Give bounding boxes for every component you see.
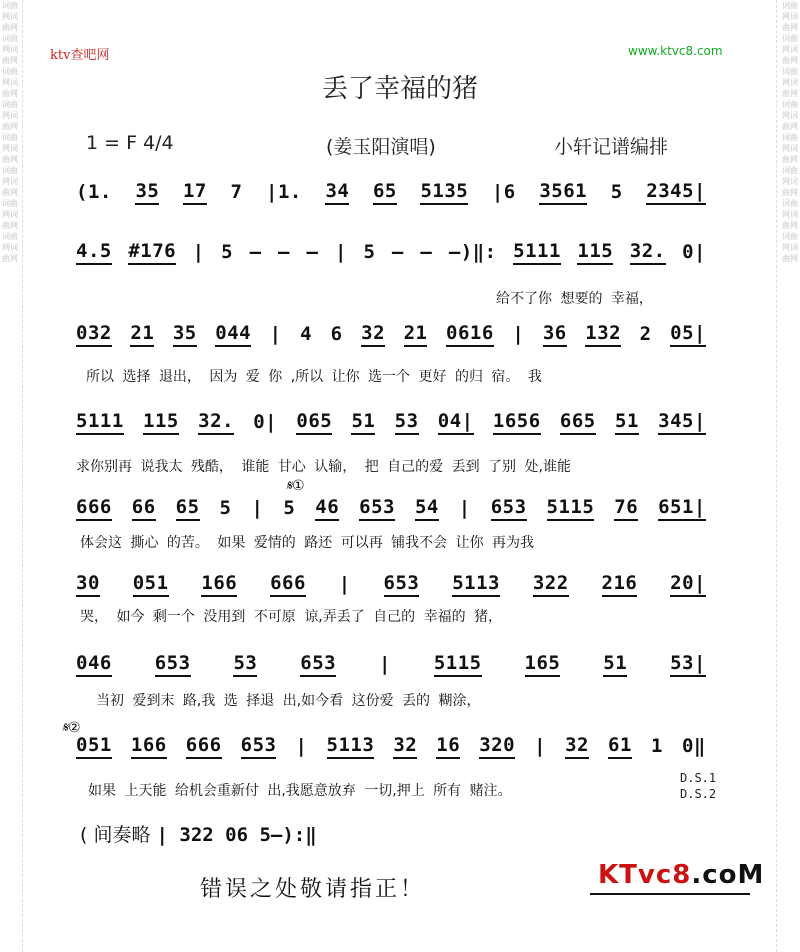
note-group: — xyxy=(420,241,433,263)
note-group: 1656 xyxy=(493,410,541,435)
barline: | xyxy=(251,497,264,519)
score-line-5 xyxy=(76,496,706,521)
barline: | xyxy=(334,241,347,263)
barline: | xyxy=(269,323,282,345)
note-group: 32. xyxy=(630,240,666,265)
note-group: 115 xyxy=(577,240,613,265)
note-group: 665 xyxy=(560,410,596,435)
score-line-2 xyxy=(76,240,706,265)
note-group: 166 xyxy=(201,572,237,597)
segno-1-marker: 𝄋① xyxy=(286,478,305,494)
note-group: 7 xyxy=(230,181,243,203)
lyric-line-2: 给不了你 想要的 幸福， xyxy=(496,291,653,307)
note-group: 044 xyxy=(215,322,251,347)
interlude-line xyxy=(80,820,317,847)
note-group: 21 xyxy=(130,322,154,347)
lyric-line-6: 哭， 如今 剩一个 没用到 不可原 谅,弄丢了 自己的 幸福的 猪， xyxy=(80,609,503,625)
note-group: 0616 xyxy=(446,322,494,347)
site-name-left[interactable]: ktv查吧网 xyxy=(50,48,110,63)
note-group: 166 xyxy=(131,734,167,759)
lyric-line-7: 当初 爱到末 路,我 选 择退 出,如今看 这份爱 丢的 糊涂， xyxy=(96,693,481,709)
note-group: 35 xyxy=(135,180,159,205)
note-group: — xyxy=(391,241,404,263)
note-group: 051 xyxy=(133,572,169,597)
note-group: 05| xyxy=(670,322,706,347)
left-guide-line xyxy=(22,0,23,952)
lyric-line-3: 所以 选择 退出， 因为 爱 你 ,所以 让你 选一个 更好 的归 宿。 我 xyxy=(86,369,542,385)
note-group: 5 xyxy=(221,241,234,263)
note-group: 345| xyxy=(658,410,706,435)
lyric-line-8: 如果 上天能 给机会重新付 出,我愿意放弃 一切,押上 所有 赌注。 xyxy=(88,783,512,799)
note-group: 653 xyxy=(359,496,395,521)
score-line-6 xyxy=(76,572,706,597)
left-watermark-column: 词曲网词曲网词曲网词曲网词曲网词曲网词曲网词曲网词曲网词曲网词曲网词曲网词曲网词曲网词曲网词曲网 xyxy=(2,1,18,263)
note-group: 21 xyxy=(404,322,428,347)
note-group: 653 xyxy=(491,496,527,521)
ds-1-label: D.S.1 xyxy=(680,771,717,785)
logo-text-main: KTvc8 xyxy=(598,860,692,890)
note-group: — xyxy=(278,241,290,263)
interlude-label: ( 间奏略 xyxy=(80,824,151,846)
note-group: 17 xyxy=(183,180,207,205)
note-group: — xyxy=(306,241,319,263)
lyric-line-4: 求你别再 说我太 残酷， 谁能 甘心 认输， 把 自己的爱 丢到 了别 处,谁能 xyxy=(76,459,571,475)
note-group: 53 xyxy=(233,652,257,677)
note-group: 65 xyxy=(176,496,200,521)
barline: | xyxy=(379,653,391,675)
note-group: 76 xyxy=(614,496,638,521)
note-group: |6 xyxy=(491,181,516,203)
note-group: 2345| xyxy=(646,180,706,205)
note-group: 216 xyxy=(602,572,638,597)
note-group: 5115 xyxy=(547,496,595,521)
note-group: 0| xyxy=(253,411,278,433)
score-line-7 xyxy=(76,652,706,677)
note-group: 2 xyxy=(639,323,652,345)
note-group: 5111 xyxy=(513,240,561,265)
note-group: 0‖ xyxy=(681,735,706,757)
barline: | xyxy=(295,735,308,757)
barline: | xyxy=(192,241,205,263)
note-group: 5 xyxy=(363,241,376,263)
note-group: 0| xyxy=(682,241,706,263)
note-group: 653 xyxy=(155,652,191,677)
note-group: 5 xyxy=(219,497,232,519)
note-group: 653 xyxy=(300,652,336,677)
note-group: 322 xyxy=(533,572,569,597)
score-line-8 xyxy=(76,734,706,759)
correction-note: 错误之处敬请指正！ xyxy=(200,877,426,902)
note-group: 32 xyxy=(393,734,417,759)
note-group: 34 xyxy=(325,180,349,205)
barline: | xyxy=(512,323,525,345)
note-group: 5115 xyxy=(434,652,482,677)
note-group: 65 xyxy=(373,180,397,205)
note-group: 1 xyxy=(650,735,663,757)
note-group: 666 xyxy=(270,572,306,597)
site-url-right[interactable]: www.ktvc8.com xyxy=(628,44,723,58)
note-group: 16 xyxy=(436,734,460,759)
note-group: 653 xyxy=(241,734,277,759)
note-group: 132 xyxy=(585,322,621,347)
arranger-credit: 小轩记谱编排 xyxy=(554,136,669,158)
note-group: 051 xyxy=(76,734,112,759)
note-group: (1. xyxy=(76,181,112,203)
note-group: 51 xyxy=(615,410,639,435)
note-group: 35 xyxy=(173,322,197,347)
note-group: 5135 xyxy=(420,180,468,205)
interlude-notes: | 322 06 5—):‖ xyxy=(156,824,317,846)
note-group: 54 xyxy=(415,496,439,521)
score-line-1 xyxy=(76,180,706,205)
logo-text-suffix: .coM xyxy=(691,860,765,890)
note-group: 36 xyxy=(543,322,567,347)
right-watermark-column: 词曲网词曲网词曲网词曲网词曲网词曲网词曲网词曲网词曲网词曲网词曲网词曲网词曲网词曲网词曲网词曲网 xyxy=(782,1,798,263)
lyric-line-5: 体会这 撕心 的苦。 如果 爱情的 路还 可以再 铺我不会 让你 再为我 xyxy=(80,535,535,551)
dal-segno-markers xyxy=(680,770,716,802)
note-group: 5113 xyxy=(452,572,500,597)
score-line-3 xyxy=(76,322,706,347)
note-group: 30 xyxy=(76,572,100,597)
song-title: 丢了幸福的猪 xyxy=(321,74,478,104)
note-group: 666 xyxy=(76,496,112,521)
note-group: 5111 xyxy=(76,410,124,435)
singer-credit: (姜玉阳演唱) xyxy=(326,136,436,158)
barline: | xyxy=(338,573,351,595)
note-group: 46 xyxy=(315,496,339,521)
note-group: 51 xyxy=(603,652,627,677)
note-group: 320 xyxy=(479,734,515,759)
note-group: —)‖: xyxy=(448,241,497,263)
note-group: 666 xyxy=(186,734,222,759)
note-group: 6 xyxy=(330,323,343,345)
note-group: 53 xyxy=(395,410,419,435)
note-group: 032 xyxy=(76,322,112,347)
note-group: 20| xyxy=(670,572,706,597)
site-logo[interactable] xyxy=(598,860,764,890)
barline: | xyxy=(534,735,547,757)
note-group: 32. xyxy=(198,410,234,435)
note-group: 32 xyxy=(565,734,589,759)
note-group: 165 xyxy=(525,652,561,677)
score-line-4 xyxy=(76,410,706,435)
note-group: 53| xyxy=(670,652,706,677)
note-group: 065 xyxy=(296,410,332,435)
note-group: 61 xyxy=(608,734,632,759)
key-signature: 1 = F 4/4 xyxy=(86,132,174,154)
note-group: 4 xyxy=(300,323,313,345)
note-group: 04| xyxy=(438,410,474,435)
note-group: |1. xyxy=(266,181,302,203)
segno-2-marker: 𝄋② xyxy=(62,720,81,736)
note-group: 651| xyxy=(658,496,706,521)
note-group: 32 xyxy=(361,322,385,347)
note-group: 66 xyxy=(132,496,156,521)
note-group: 046 xyxy=(76,652,112,677)
ds-2-label: D.S.2 xyxy=(680,787,717,801)
logo-underline xyxy=(590,893,750,895)
note-group: 4.5 xyxy=(76,240,112,265)
note-group: 5113 xyxy=(327,734,375,759)
barline: | xyxy=(458,497,471,519)
note-group: 5 xyxy=(610,181,623,203)
right-guide-line xyxy=(776,0,777,952)
note-group: 3561 xyxy=(539,180,587,205)
note-group: 5 xyxy=(283,497,296,519)
note-group: 51 xyxy=(351,410,375,435)
note-group: — xyxy=(249,241,262,263)
note-group: #176 xyxy=(128,240,176,265)
note-group: 115 xyxy=(143,410,179,435)
note-group: 653 xyxy=(384,572,420,597)
